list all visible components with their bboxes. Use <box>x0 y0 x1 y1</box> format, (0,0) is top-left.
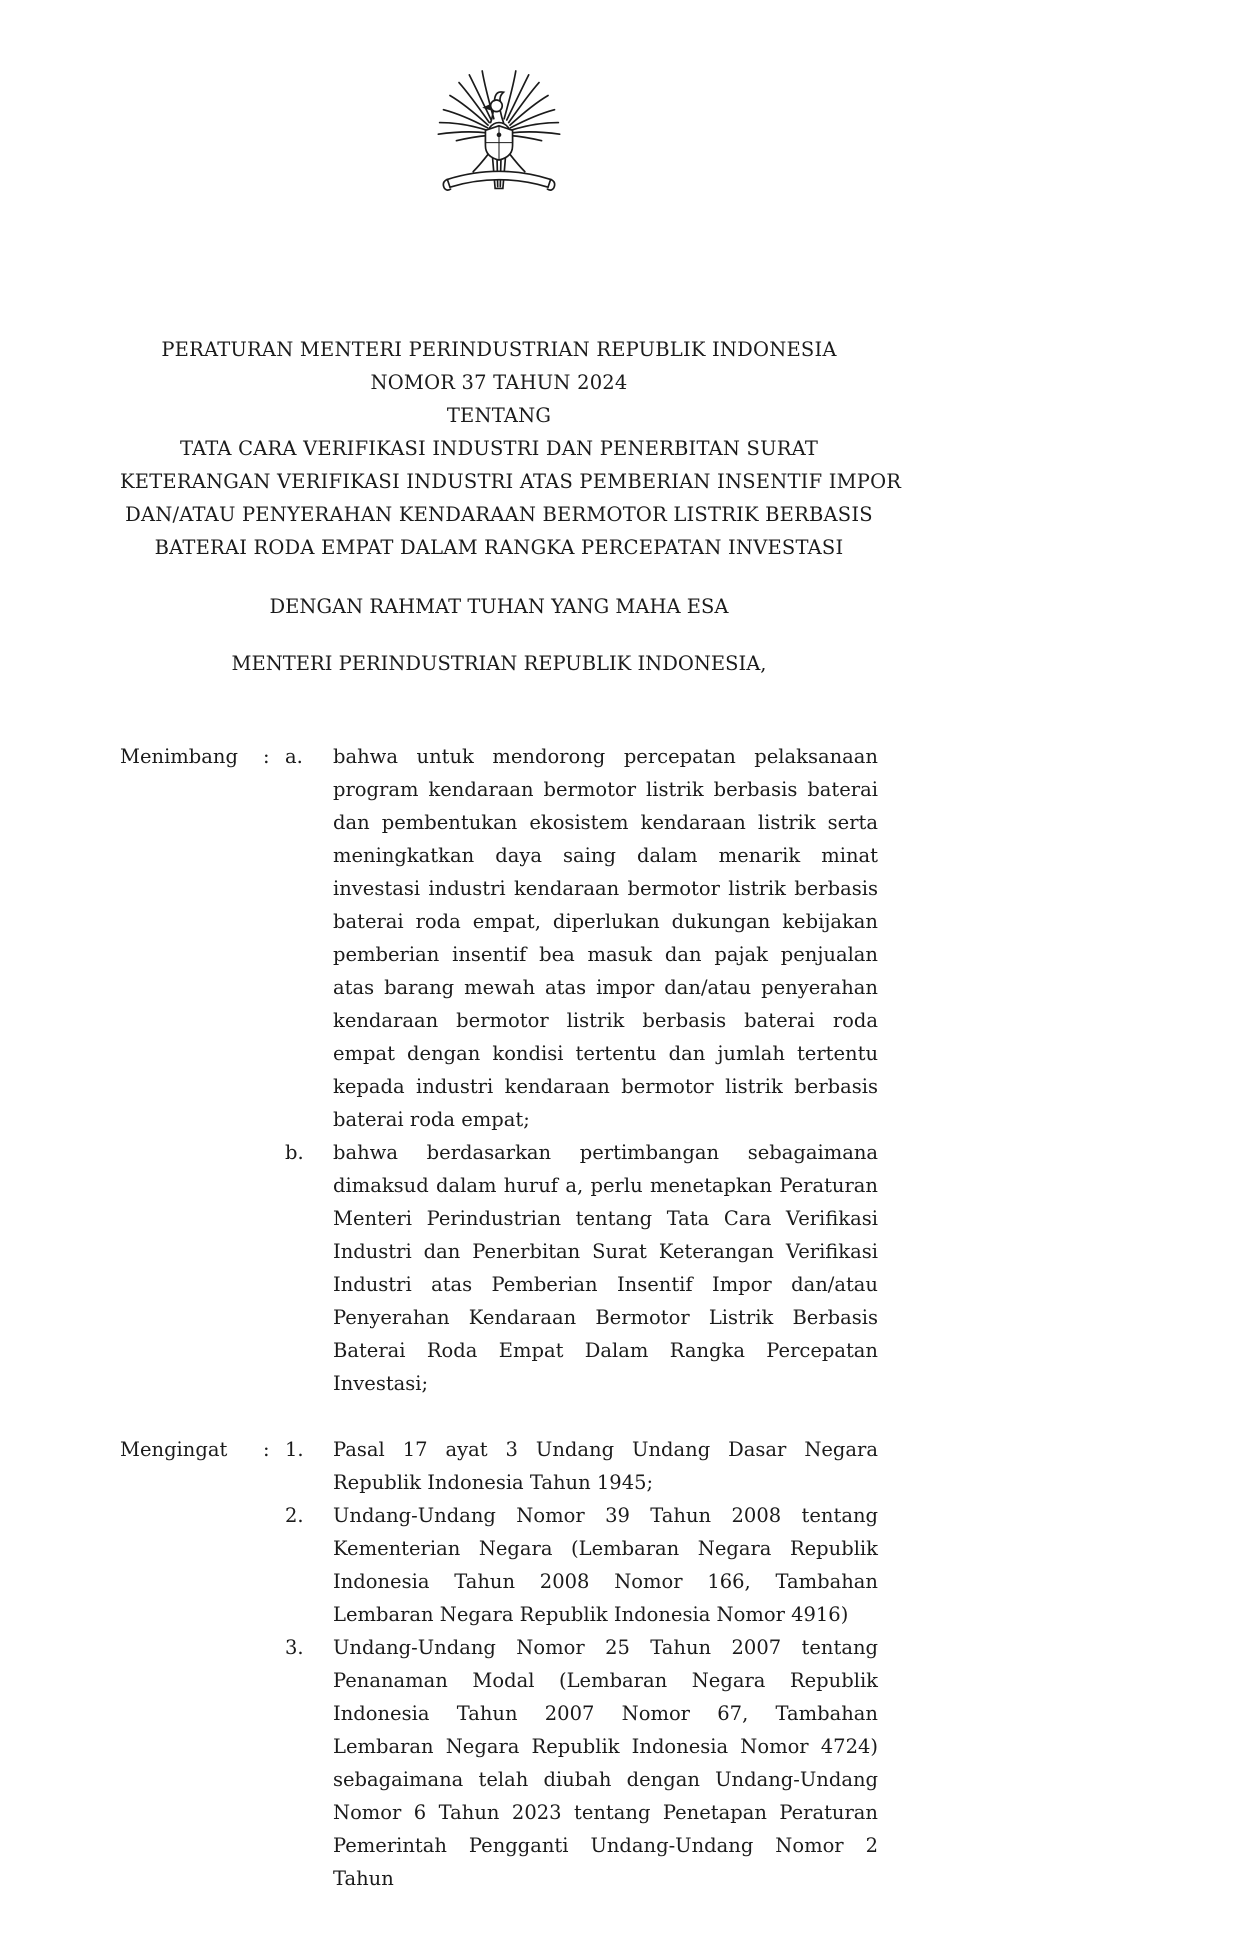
list-item <box>285 740 878 1136</box>
document-page <box>120 0 902 1895</box>
item-text: Pasal 17 ayat 3 Undang Undang Dasar Negara Republik Indonesia Tahun 1945; <box>333 1438 878 1494</box>
title-line-number: NOMOR 37 TAHUN 2024 <box>370 371 628 394</box>
garuda-pancasila-emblem <box>120 58 878 215</box>
title-line-subject-4: BATERAI RODA EMPAT DALAM RANGKA PERCEPATAN INVESTASI <box>154 536 844 559</box>
list-item <box>285 1631 878 1895</box>
list-item <box>285 1433 878 1499</box>
issuer-line: MENTERI PERINDUSTRIAN REPUBLIK INDONESIA, <box>231 652 767 675</box>
item-marker: 1. <box>285 1438 304 1461</box>
section-menimbang <box>120 740 878 1400</box>
item-text: bahwa berdasarkan pertimbangan sebagaimana dimaksud dalam huruf a, perlu menetapkan Peraturan Menteri Perindustrian tentang Tata Cara Verifikasi Industri dan Penerbitan Surat Keterangan Verifikasi Industri atas Pemberian Insentif Impor dan/atau Penyerahan Kendaraan Bermotor Listrik Berbasis Baterai Roda Empat Dalam Rangka Percepatan Investasi; <box>333 1141 878 1395</box>
title-line-subject-3: DAN/ATAU PENYERAHAN KENDARAAN BERMOTOR LISTRIK BERBASIS <box>125 503 873 526</box>
title-line-tentang: TENTANG <box>446 404 552 427</box>
section-label: Menimbang <box>120 745 238 768</box>
document-title <box>120 333 902 564</box>
list-item <box>285 1499 878 1631</box>
item-marker: 3. <box>285 1636 304 1659</box>
item-marker: b. <box>285 1141 304 1164</box>
item-marker: a. <box>285 745 303 768</box>
title-line-regulation: PERATURAN MENTERI PERINDUSTRIAN REPUBLIK INDONESIA <box>161 338 837 361</box>
invocation-line: DENGAN RAHMAT TUHAN YANG MAHA ESA <box>269 595 729 618</box>
section-colon: : <box>263 1438 270 1461</box>
title-line-subject-1: TATA CARA VERIFIKASI INDUSTRI DAN PENERBITAN SURAT <box>179 437 819 460</box>
list-item <box>285 1136 878 1400</box>
section-mengingat <box>120 1433 878 1895</box>
title-line-subject-2: KETERANGAN VERIFIKASI INDUSTRI ATAS PEMBERIAN INSENTIF IMPOR <box>120 470 902 493</box>
section-items <box>285 740 878 1400</box>
section-items <box>285 1433 878 1895</box>
item-marker: 2. <box>285 1504 304 1527</box>
item-text: Undang-Undang Nomor 25 Tahun 2007 tentang Penanaman Modal (Lembaran Negara Republik Indonesia Tahun 2007 Nomor 67, Tambahan Lembaran Negara Republik Indonesia Nomor 4724) sebagaimana telah diubah dengan Undang-Undang Nomor 6 Tahun 2023 tentang Penetapan Peraturan Pemerintah Pengganti Undang-Undang Nomor 2 Tahun <box>333 1636 878 1890</box>
section-colon: : <box>263 745 270 768</box>
item-text: Undang-Undang Nomor 39 Tahun 2008 tentang Kementerian Negara (Lembaran Negara Republik Indonesia Tahun 2008 Nomor 166, Tambahan Lembaran Negara Republik Indonesia Nomor 4916) <box>333 1504 878 1626</box>
item-text: bahwa untuk mendorong percepatan pelaksanaan program kendaraan bermotor listrik berbasis baterai dan pembentukan ekosistem kendaraan listrik serta meningkatkan daya saing dalam menarik minat investasi industri kendaraan bermotor listrik berbasis baterai roda empat, diperlukan dukungan kebijakan pemberian insentif bea masuk dan pajak penjualan atas barang mewah atas impor dan/atau penyerahan kendaraan bermotor listrik berbasis baterai roda empat dengan kondisi tertentu dan jumlah tertentu kepada industri kendaraan bermotor listrik berbasis baterai roda empat; <box>333 745 878 1131</box>
section-label: Mengingat <box>120 1438 228 1461</box>
